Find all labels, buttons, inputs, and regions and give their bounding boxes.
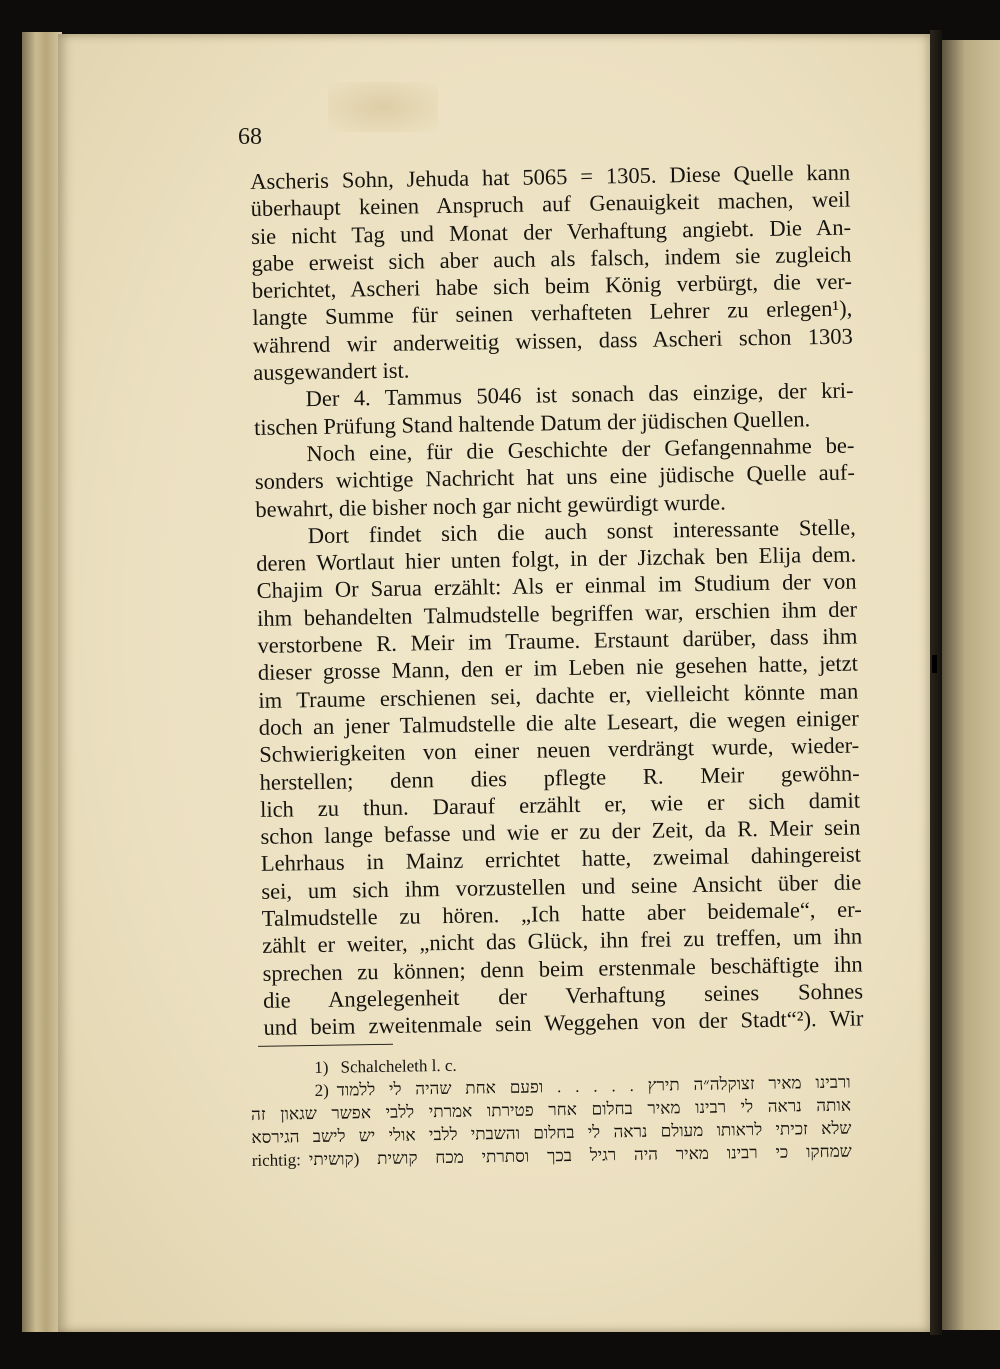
text-line: im Traume erschienen sei, dachte er, vielleicht könnte man <box>258 678 859 713</box>
footnote-2-hebrew-4: שמחקו כי רבינו מאיר היה רגיל בכך וסתרתי מכח קושית (קושיתי <box>308 1141 852 1170</box>
text-line: sonders wichtige Nachricht hat uns eine jüdische Quelle auf- <box>254 459 856 495</box>
text-line: Ascheris Sohn, Jehuda hat 5065 = 1305. Diese Quelle kann <box>250 159 851 194</box>
text-line: langte Summe für seinen verhafteten Lehrer zu erlegen¹), <box>252 296 853 331</box>
text-line: Chajim Or Sarua erzählt: Als er einmal im Studium der von <box>256 568 857 604</box>
text-line: verstorbene R. Meir im Traume. Erstaunt darüber, dass ihm <box>257 623 858 658</box>
text-line: und beim zweitenmale sein Weggehen von der Stadt“²). Wir <box>263 1005 864 1041</box>
text-line: Schwierigkeiten von einer neuen verdrängt wurde, wieder- <box>259 732 860 768</box>
text-line: doch an jener Talmudstelle die alte Leseart, die wegen einiger <box>258 705 859 740</box>
page-number: 68 <box>238 124 262 150</box>
text-line: Dort findet sich die auch sonst interessante Stelle, <box>307 514 856 548</box>
footnote-2-latin: richtig: <box>251 1150 302 1170</box>
footnote-2-line-2: אותה נראה לי רבינו מאיר בחלום אחר פטירתו אמרתי ללבי אפשר שגאון זה <box>250 1095 852 1124</box>
text-line: dieser grosse Mann, den er im Leben nie gesehen hatte, jetzt <box>257 650 859 686</box>
footnote-1-marker: 1) <box>314 1057 329 1077</box>
text-line: sie nicht Tag und Monat der Verhaftung angiebt. Die An- <box>250 214 852 249</box>
text-line: ihm behandelten Talmudstelle begriffen war, erschien ihm der <box>256 596 858 631</box>
footnote-2-marker: 2) <box>314 1080 330 1100</box>
text-line: tischen Prüfung Stand haltende Datum der jüdischen Quellen. <box>253 405 811 440</box>
footnote-2-line-3: שלא זכיתי לראותו מעולם נראה לי בחלום והשבתי ללבי אולי יש לישב הגירסא <box>251 1118 852 1147</box>
text-line: berichtet, Ascheri habe sich beim König verbürgt, die ver- <box>251 268 853 304</box>
text-line: Der 4. Tammus 5046 ist sonach das einzige, der kri- <box>305 377 854 412</box>
binding-mark <box>932 655 937 673</box>
book-gutter <box>930 30 942 1335</box>
footnote-2-hebrew-1: ורבינו מאיר זצוקלה״ה תירץ . . . . . ופעם אחת שהיה לי ללמוד <box>336 1072 851 1100</box>
paper-stain <box>328 82 438 132</box>
text-line: Lehrhaus in Mainz errichtet hatte, zweimal dahingereist <box>260 841 862 877</box>
text-line: herstellen; denn dies pflegte R. Meir gewöhn- <box>259 760 860 795</box>
text-line: sei, um sich ihm vorzustellen und seine Ansicht über die <box>261 869 862 904</box>
text-line: überhaupt keinen Anspruch auf Genauigkeit machen, weil <box>250 186 851 222</box>
text-line: lich zu thun. Darauf erzählt er, wie er sich damit <box>259 787 861 822</box>
facing-page-edge <box>942 40 1000 1330</box>
text-line: bewahrt, die bisher noch gar nicht gewürdigt wurde. <box>255 489 726 522</box>
text-line: Talmudstelle zu hören. „Ich hatte aber beidemale“, er- <box>261 896 862 931</box>
text-line: deren Wortlaut hier unten folgt, in der Jizchak ben Elija dem. <box>256 541 857 577</box>
footnotes <box>250 1037 852 1172</box>
text-line: zählt er weiter, „nicht das Glück, ihn frei zu treffen, um ihn <box>262 923 863 959</box>
text-line: gabe erweist sich aber auch als falsch, indem sie zugleich <box>251 241 852 276</box>
text-line: ausgewandert ist. <box>253 357 410 386</box>
text-line: sprechen zu können; denn beim erstenmale beschäftigte ihn <box>262 951 863 986</box>
page-edges-left <box>22 32 62 1332</box>
text-line: die Angelegenheit der Verhaftung seines Sohnes <box>262 978 864 1013</box>
text-line: schon lange befasse und wie er zu der Zeit, da R. Meir sein <box>260 814 861 850</box>
footnote-1-text: Schalcheleth l. c. <box>340 1055 457 1077</box>
text-line: Noch eine, für die Geschichte der Gefangennahme be- <box>306 432 855 467</box>
body-text <box>250 159 864 1042</box>
text-line: während wir anderweitig wissen, dass Ascheri schon 1303 <box>252 323 853 358</box>
